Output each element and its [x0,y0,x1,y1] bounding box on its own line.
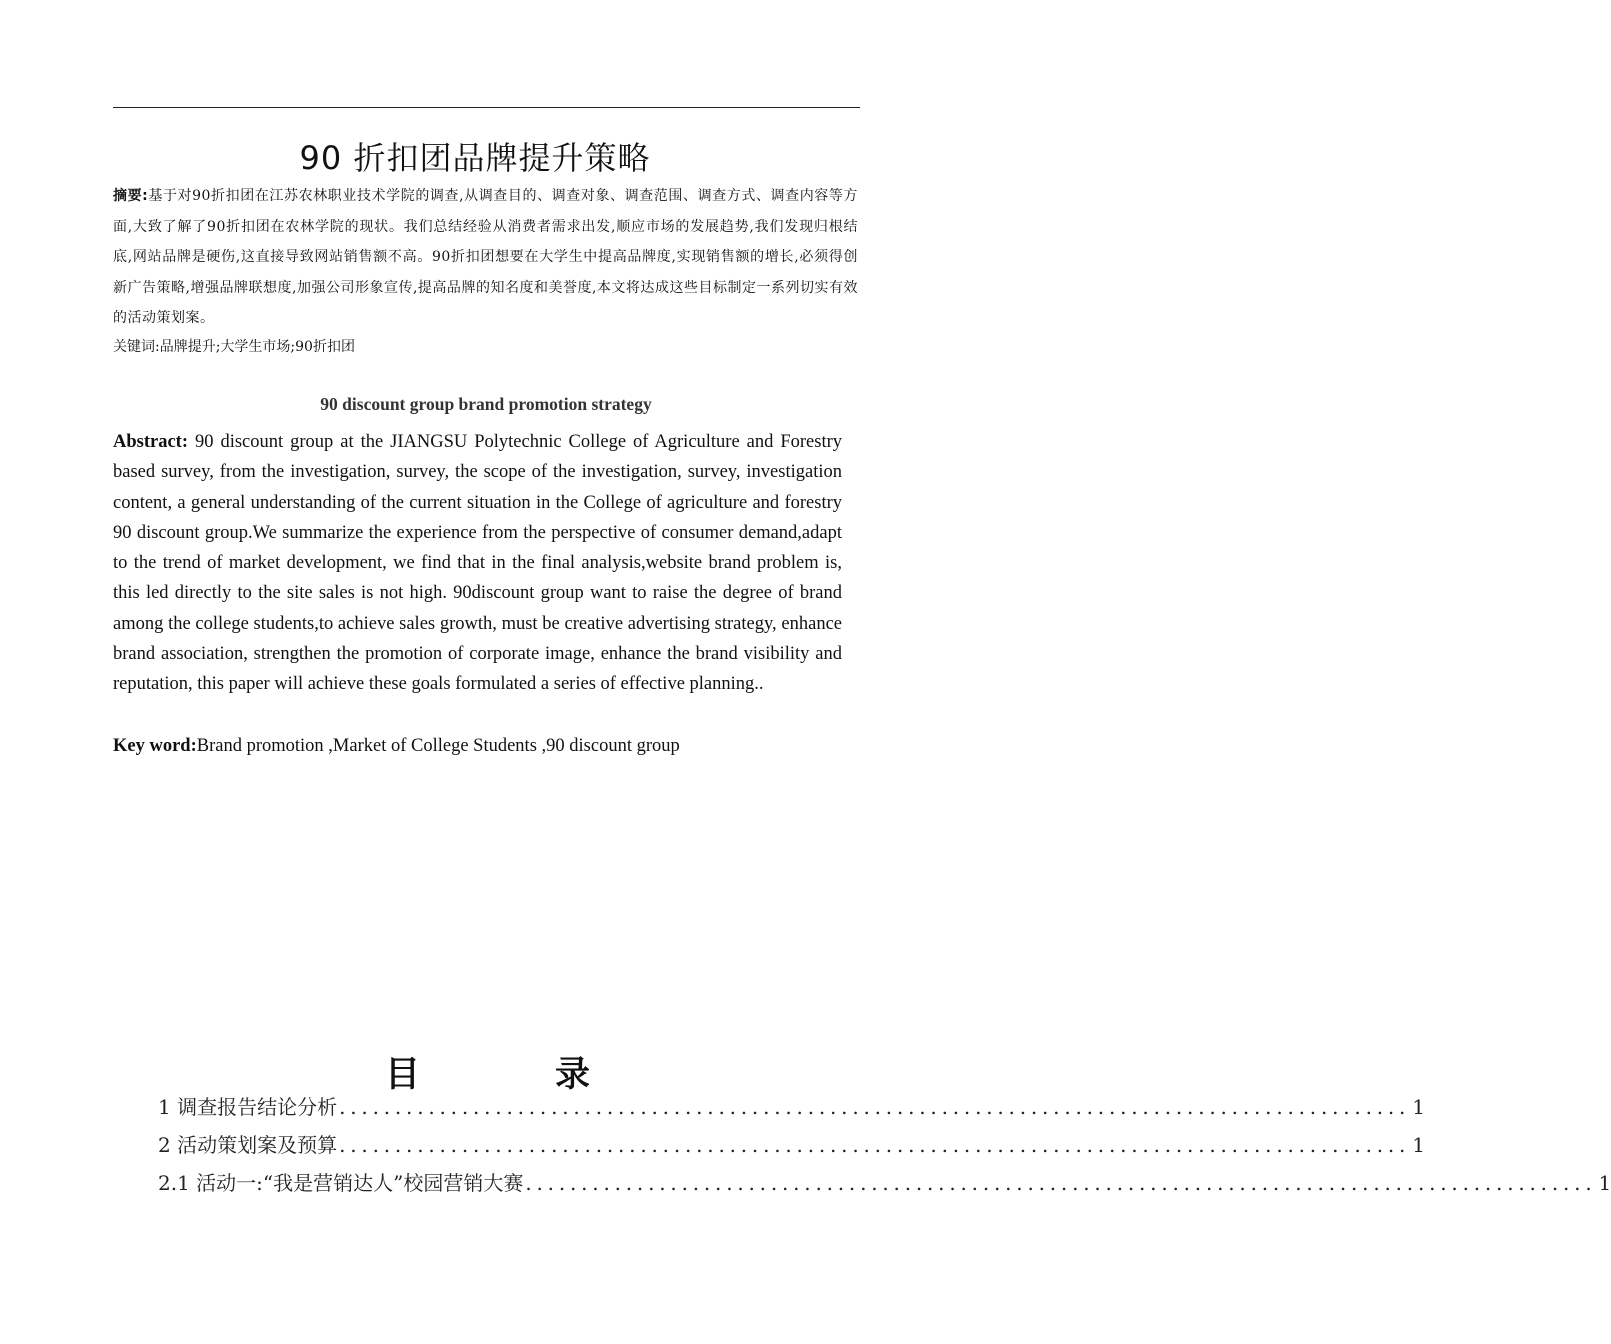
chinese-abstract [113,181,858,334]
toc-entry-text: 2 活动策划案及预算 [158,1133,338,1157]
toc-entry-page: 1 [1598,1171,1611,1195]
toc-leader-dots: ................................................................................................ [525,1171,1597,1195]
english-abstract-label: Abstract: [113,432,189,452]
chinese-abstract-label: 摘要: [113,188,149,204]
english-keywords-label: Key word: [113,736,197,756]
header-rule [113,107,860,108]
toc-leader-dots: ................................................................................................ [339,1095,1411,1119]
toc-entry-page: 1 [1412,1133,1425,1157]
page-title: 90 折扣团品牌提升策略 [299,139,651,177]
toc-entry[interactable] [158,1128,1425,1162]
toc-title-char-1: 目 [385,1054,421,1095]
toc-leader-dots: ................................................................................................ [339,1133,1411,1157]
chinese-keywords: 关键词:品牌提升;大学生市场;90折扣团 [113,339,355,355]
toc-entry-text: 1 调查报告结论分析 [158,1095,338,1119]
chinese-abstract-text: 基于对90折扣团在江苏农林职业技术学院的调查,从调查目的、调查对象、调查范围、调查方式、调查内容等方面,大致了解了90折扣团在农林学院的现状。我们总结经验从消费者需求出发,顺应市场的发展趋势,我们发现归根结底,网站品牌是硬伤,这直接导致网站销售额不高。90折扣团想要在大学生中提高品牌度,实现销售额的增长,必须得创新广告策略,增强品牌联想度,加强公司形象宣传,提高品牌的知名度和美誉度,本文将达成这些目标制定一系列切实有效的活动策划案。 [113,188,858,326]
toc-entry[interactable] [158,1166,1611,1200]
english-keywords-text: Brand promotion ,Market of College Students ,90 discount group [196,736,680,756]
toc-entry-text: 2.1 活动一:“我是营销达人”校园营销大赛 [158,1171,524,1195]
english-keywords [113,731,858,761]
toc-entry[interactable] [158,1090,1425,1124]
english-abstract [113,427,842,700]
toc-title-char-2: 录 [555,1054,591,1095]
toc-entry-page: 1 [1412,1095,1425,1119]
english-title: 90 discount group brand promotion strategy [320,394,652,414]
english-abstract-text: 90 discount group at the JIANGSU Polytechnic College of Agriculture and Forestry based survey, from the investigation, survey, the scope of the investigation, survey, investigation content, a general understanding of the current situation in the College of agriculture and forestry 90 discount group.We summarize the experience from the perspective of consumer demand,adapt to the trend of market development, we find that in the final analysis,website brand problem is, this led directly to the site sales is not high. 90discount group want to raise the degree of brand among the college students,to achieve sales growth, must be creative advertising strategy, enhance brand association, strengthen the promotion of corporate image, enhance the brand visibility and reputation, this paper will achieve these goals formulated a series of effective planning.. [113,432,842,695]
